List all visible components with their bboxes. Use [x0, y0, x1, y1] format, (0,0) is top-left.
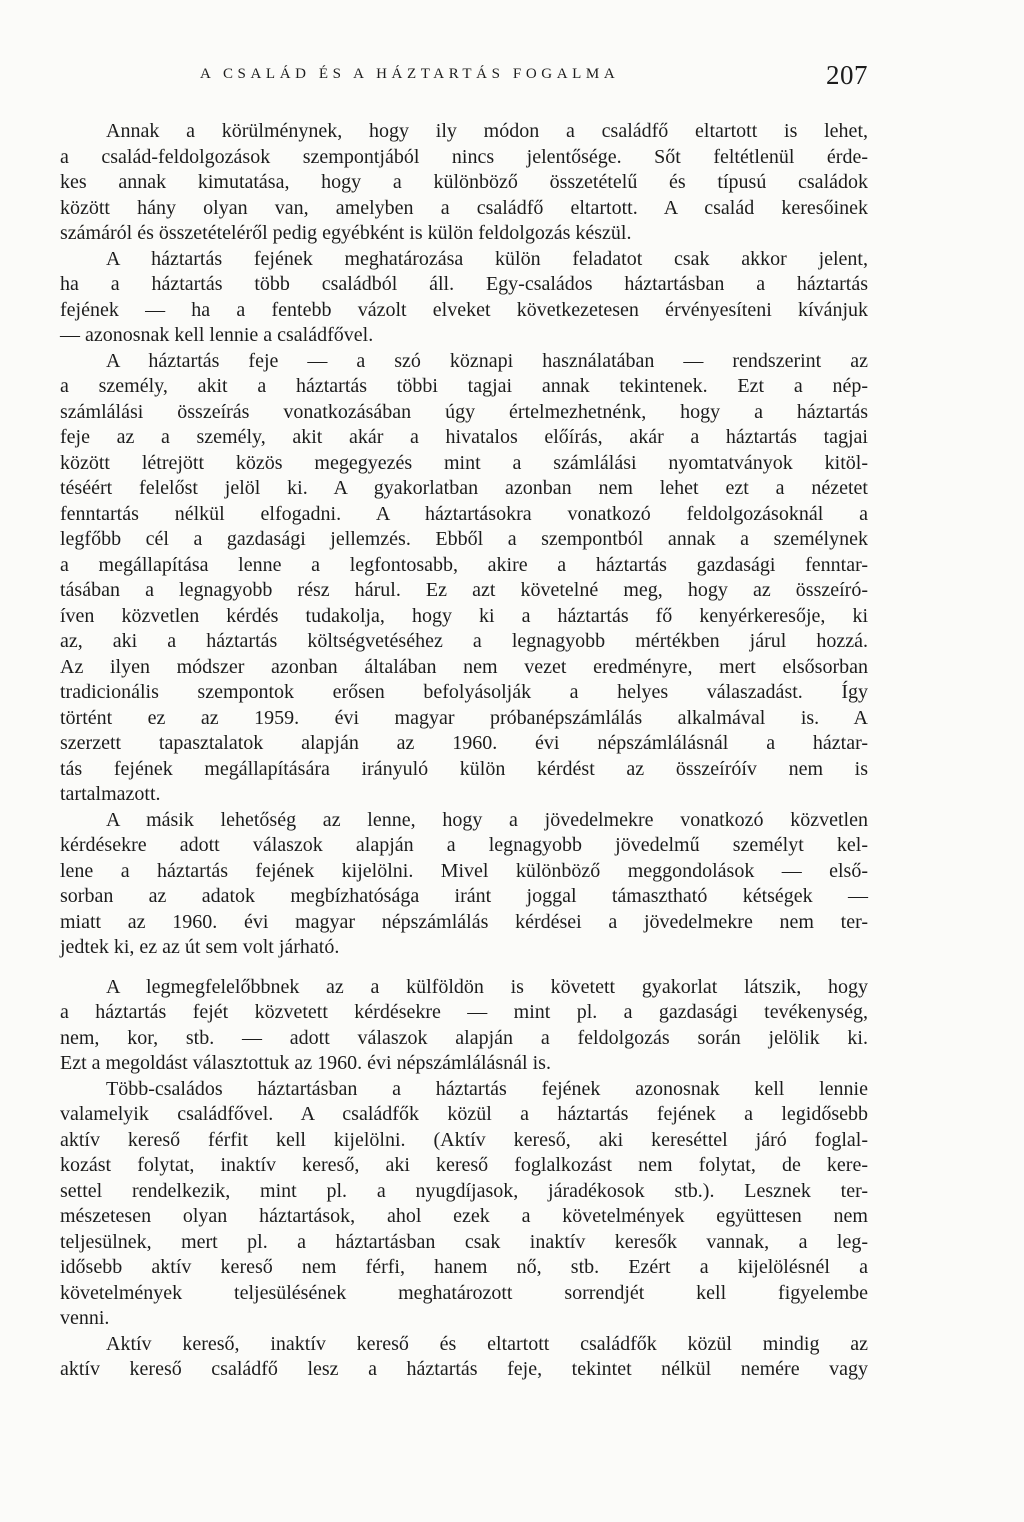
text-line: között hány olyan van, amelyben a családfő eltartott. A család keresőinek — [60, 196, 868, 219]
text-line: számlálási összeírás vonatkozásában úgy értelmezhetnénk, hogy a háztartás — [60, 400, 868, 423]
text-line: teljesülnek, mert pl. a háztartásban csak inaktív keresők vannak, a leg- — [60, 1230, 868, 1253]
text-line: aktív kereső családfő lesz a háztartás feje, tekintet nélkül nemére vagy — [60, 1358, 868, 1380]
paragraph — [60, 1332, 868, 1383]
text-line: íven közvetlen kérdés tudakolja, hogy ki a háztartás fő kenyérkeresője, ki — [60, 604, 868, 627]
text-line: venni. — [60, 1307, 110, 1329]
text-line: fejének — ha a fentebb vázolt elveket következetesen érvényesíteni kívánjuk — [60, 298, 868, 321]
paragraph-gap — [60, 961, 868, 975]
paragraph — [60, 247, 868, 349]
text-line: legfőbb cél a gazdasági jellemzés. Ebből a szempontból annak a személynek — [60, 528, 868, 550]
running-title: A CSALÁD ÉS A HÁZTARTÁS FOGALMA — [200, 66, 620, 82]
text-line: Ezt a megoldást választottuk az 1960. évi népszámlálásnál is. — [60, 1052, 551, 1074]
text-line: a háztartás fejét közvetett kérdésekre — mint pl. a gazdasági tevékenység, — [60, 1001, 868, 1023]
text-line: jedtek ki, ez az út sem volt járható. — [60, 936, 340, 958]
text-line: A másik lehetőség az lenne, hogy a jövedelmekre vonatkozó közvetlen — [106, 808, 868, 831]
text-line: tásában a legnagyobb rész hárul. Ez azt követelné meg, hogy az összeíró- — [60, 579, 868, 601]
text-line: Annak a körülménynek, hogy ily módon a családfő eltartott is lehet, — [106, 120, 868, 142]
text-line: az, aki a háztartás költségvetéséhez a legnagyobb mértékben járul hozzá. — [60, 630, 868, 652]
text-line: Az ilyen módszer azonban általában nem vezet eredményre, mert elsősorban — [60, 655, 868, 678]
text-line: — azonosnak kell lennie a családfővel. — [60, 324, 374, 346]
text-line: tradicionális szempontok erősen befolyásolják a helyes válaszadást. Így — [60, 681, 868, 703]
text-line: a család-feldolgozások szempontjából nincs jelentősége. Sőt feltétlenül érde- — [60, 145, 868, 168]
text-line: valamelyik családfővel. A családfők közül a háztartás fejének a legidősebb — [60, 1103, 868, 1125]
text-line: történt ez az 1959. évi magyar próbanépszámlálás alkalmával is. A — [60, 706, 868, 729]
text-line: nem, kor, stb. — adott válaszok alapján a feldolgozás során jelölik ki. — [60, 1026, 868, 1049]
text-line: idősebb aktív kereső nem férfi, hanem nő, stb. Ezért a kijelölésnél a — [60, 1256, 868, 1278]
body-text — [60, 119, 868, 1383]
text-line: feje az a személy, akit akár a hivatalos előírás, akár a háztartás tagjai — [60, 426, 868, 448]
text-line: A háztartás fejének meghatározása külön feladatot csak akkor jelent, — [106, 247, 868, 270]
text-line: tás fejének megállapítására irányuló külön kérdést az összeíróív nem is — [60, 757, 868, 780]
paragraph — [60, 349, 868, 808]
paragraph — [60, 808, 868, 961]
text-line: Aktív kereső, inaktív kereső és eltartott családfők közül mindig az — [106, 1332, 868, 1355]
text-line: tartalmazott. — [60, 783, 161, 805]
text-line: fenntartás nélkül elfogadni. A háztartásokra vonatkozó feldolgozásoknál a — [60, 502, 868, 525]
paragraph — [60, 975, 868, 1077]
text-line: ha a háztartás több családból áll. Egy-családos háztartásban a háztartás — [60, 273, 868, 295]
text-line: a megállapítása lenne a legfontosabb, akire a háztartás gazdasági fenntar- — [60, 553, 868, 576]
text-line: szerzett tapasztalatok alapján az 1960. évi népszámlálásnál a háztar- — [60, 732, 868, 754]
page-number: 207 — [826, 60, 868, 90]
text-line: A legmegfelelőbbnek az a külföldön is követett gyakorlat látszik, hogy — [106, 975, 868, 998]
text-line: settel rendelkezik, mint pl. a nyugdíjasok, járadékosok stb.). Lesznek ter- — [60, 1179, 868, 1202]
text-line: miatt az 1960. évi magyar népszámlálás kérdései a jövedelmekre nem ter- — [60, 910, 868, 933]
text-line: lene a háztartás fejének kijelölni. Mivel különböző meggondolások — első- — [60, 859, 868, 882]
paragraph — [60, 119, 868, 247]
page-header — [60, 60, 868, 96]
text-line: kérdésekre adott válaszok alapján a legnagyobb jövedelmű személyt kel- — [60, 834, 868, 856]
text-line: kes annak kimutatása, hogy a különböző összetételű és típusú családok — [60, 171, 868, 193]
text-line: számáról és összetételéről pedig egyébként is külön feldolgozás készül. — [60, 222, 632, 244]
text-line: mészetesen olyan háztartások, ahol ezek a követelmények együttesen nem — [60, 1205, 868, 1227]
text-line: a személy, akit a háztartás többi tagjai annak tekintenek. Ezt a nép- — [60, 375, 868, 397]
text-line: kozást folytat, inaktív kereső, aki kereső foglalkozást nem folytat, de kere- — [60, 1154, 868, 1176]
paragraph — [60, 1077, 868, 1332]
text-line: aktív kereső férfit kell kijelölni. (Aktív kereső, aki kereséttel járó foglal- — [60, 1128, 868, 1151]
text-line: Több-családos háztartásban a háztartás fejének azonosnak kell lennie — [106, 1077, 868, 1100]
text-line: A háztartás feje — a szó köznapi használatában — rendszerint az — [106, 349, 868, 372]
text-line: követelmények teljesülésének meghatározott sorrendjét kell figyelembe — [60, 1281, 868, 1304]
text-line: között létrejött közös megegyezés mint a számlálási nyomtatványok kitöl- — [60, 451, 868, 474]
text-line: téséért felelőst jelöl ki. A gyakorlatban azonban nem lehet ezt a nézetet — [60, 477, 868, 499]
text-line: sorban az adatok megbízhatósága iránt joggal támasztható kétségek — — [60, 885, 868, 907]
